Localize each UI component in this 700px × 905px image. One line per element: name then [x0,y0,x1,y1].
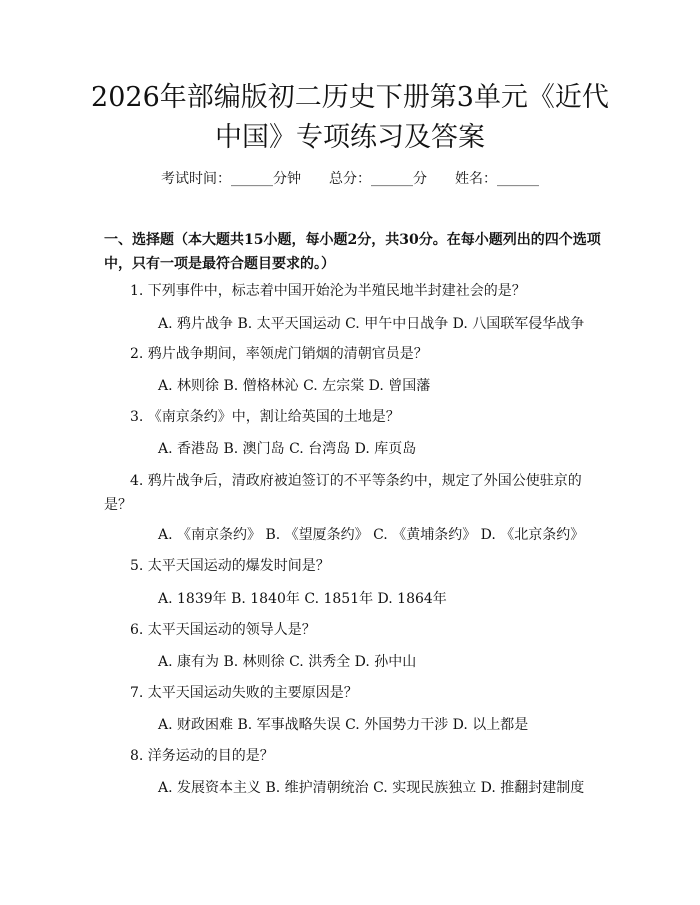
name-field: 姓名：______ [455,171,539,187]
question-7-text: 7. 太平天国运动失败的主要原因是？ [130,685,358,701]
question-1-text: 1. 下列事件中，标志着中国开始沦为半殖民地半封建社会的是？ [130,283,526,299]
question-5-stem [104,555,594,577]
question-8-options: A. 发展资本主义 B. 维护清朝统治 C. 实现民族独立 D. 推翻封建制度 [158,780,585,796]
title-line-1: 2026年部编版初二历史下册第3单元《近代 [91,82,609,113]
question-6-stem [104,619,594,641]
question-3-stem [104,406,594,428]
question-1-stem [104,280,594,302]
question-3-text: 3. 《南京条约》中，割让给英国的土地是？ [130,409,400,425]
question-5-options: A. 1839年 B. 1840年 C. 1851年 D. 1864年 [158,591,447,607]
question-4-stem: 4. 鸦片战争后，清政府被迫签订的不平等条约中，规定了外国公使驻京的是？ [104,473,582,513]
question-8-stem [104,745,594,767]
title-line-2: 中国》专项练习及答案 [215,122,485,153]
question-6-options: A. 康有为 B. 林则徐 C. 洪秀全 D. 孙中山 [158,654,417,670]
total-score-field: 总分：______分 [329,171,427,187]
question-5-text: 5. 太平天国运动的爆发时间是？ [130,558,330,574]
question-2-text: 2. 鸦片战争期间，率领虎门销烟的清朝官员是？ [130,346,428,362]
question-4-options: A. 《南京条约》 B. 《望厦条约》 C. 《黄埔条约》 D. 《北京条约》 [158,527,585,543]
question-6-text: 6. 太平天国运动的领导人是？ [130,622,316,638]
question-8-text: 8. 洋务运动的目的是？ [130,748,274,764]
question-3-options: A. 香港岛 B. 澳门岛 C. 台湾岛 D. 库页岛 [158,441,417,457]
exam-time-field: 考试时间：______分钟 [161,171,301,187]
section-heading: 一、选择题（本大题共15小题，每小题2分，共30分。在每小题列出的四个选项中，只有一项是最符合题目要求的。） [104,232,601,272]
question-1-options: A. 鸦片战争 B. 太平天国运动 C. 甲午中日战争 D. 八国联军侵华战争 [158,316,585,332]
question-2-stem [104,343,594,365]
question-7-options: A. 财政困难 B. 军事战略失误 C. 外国势力干涉 D. 以上都是 [158,717,529,733]
question-7-stem [104,682,594,704]
exam-info [0,168,700,188]
document-title [60,78,640,158]
question-2-options: A. 林则徐 B. 僧格林沁 C. 左宗棠 D. 曾国藩 [158,378,431,394]
